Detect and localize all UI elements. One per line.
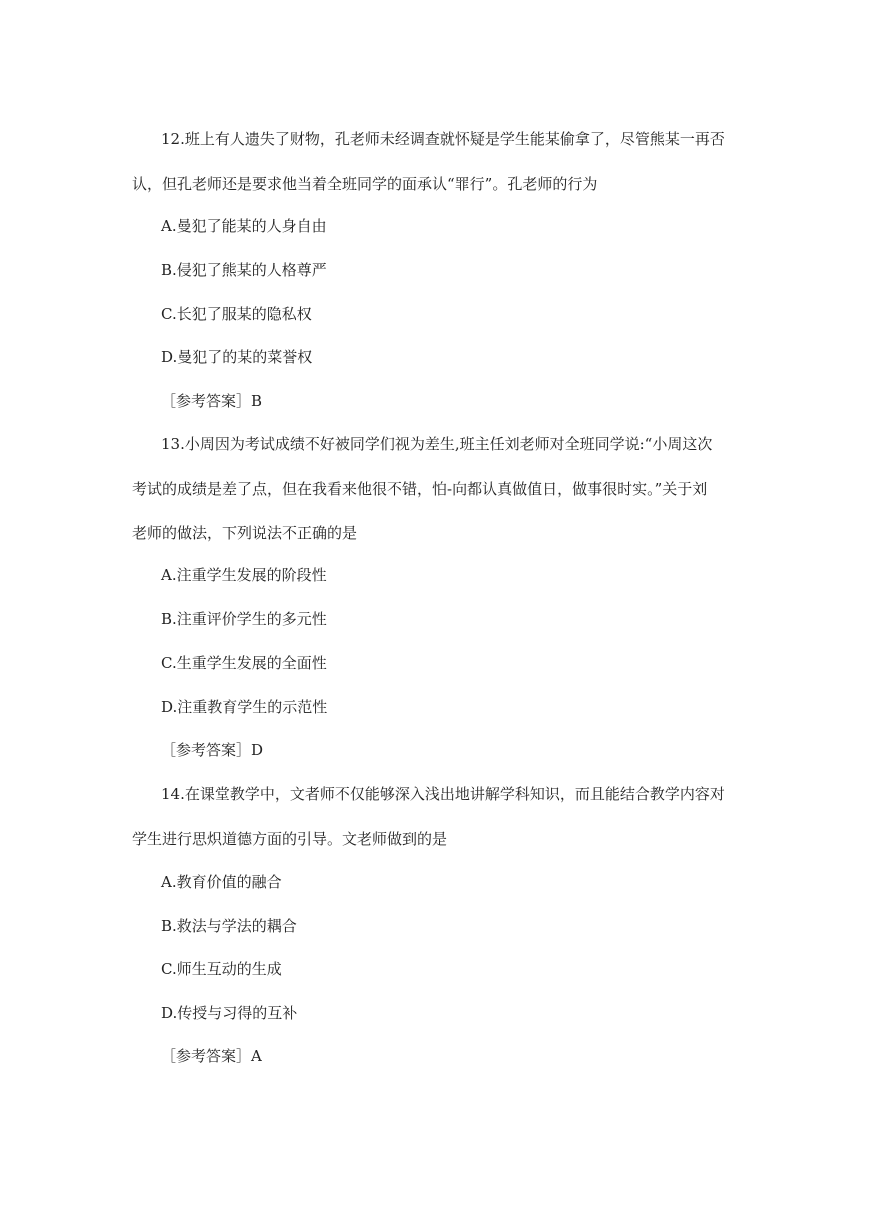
reference-answer: ［参考答案］B bbox=[161, 392, 263, 410]
option-c: C.生重学生发展的全面性 bbox=[161, 654, 327, 672]
option-a: A.教育价值的融合 bbox=[161, 873, 282, 891]
reference-answer: ［参考答案］D bbox=[161, 741, 264, 759]
question-stem-line: 13.小周因为考试成绩不好被同学们视为差生,班主任刘老师对全班同学说:“小周这次 bbox=[161, 435, 713, 453]
question-stem-line: 学生进行思炽道德方面的引导。文老师做到的是 bbox=[132, 830, 448, 848]
question-stem-line: 认，但孔老师还是要求他当着全班同学的面承认“罪行”。孔老师的行为 bbox=[132, 175, 598, 193]
option-d: D.曼犯了的某的菜誉权 bbox=[161, 348, 313, 366]
option-d: D.传授与习得的互补 bbox=[161, 1004, 298, 1022]
reference-answer: ［参考答案］A bbox=[161, 1047, 262, 1065]
question-stem-line: 老师的做法，下列说法不正确的是 bbox=[132, 524, 358, 542]
question-stem-line: 12.班上有人遗失了财物，孔老师未经调查就怀疑是学生能某偷拿了，尽管熊某一再否 bbox=[161, 130, 725, 148]
option-b: B.注重评价学生的多元性 bbox=[161, 610, 327, 628]
option-a: A.曼犯了能某的人身自由 bbox=[161, 217, 327, 235]
question-stem-line: 考试的成绩是差了点，但在我看来他很不错，怕-向都认真做值日，做事很时实。”关于刘 bbox=[132, 480, 708, 498]
option-b: B.侵犯了熊某的人格尊严 bbox=[161, 261, 327, 279]
option-b: B.救法与学法的耦合 bbox=[161, 917, 297, 935]
option-d: D.注重教育学生的示范性 bbox=[161, 698, 328, 716]
option-c: C.师生互动的生成 bbox=[161, 960, 282, 978]
option-c: C.长犯了服某的隐私权 bbox=[161, 305, 312, 323]
option-a: A.注重学生发展的阶段性 bbox=[161, 566, 327, 584]
question-stem-line: 14.在课堂教学中，文者师不仅能够深入浅出地讲解学科知识，而且能结合教学内容对 bbox=[161, 785, 725, 803]
